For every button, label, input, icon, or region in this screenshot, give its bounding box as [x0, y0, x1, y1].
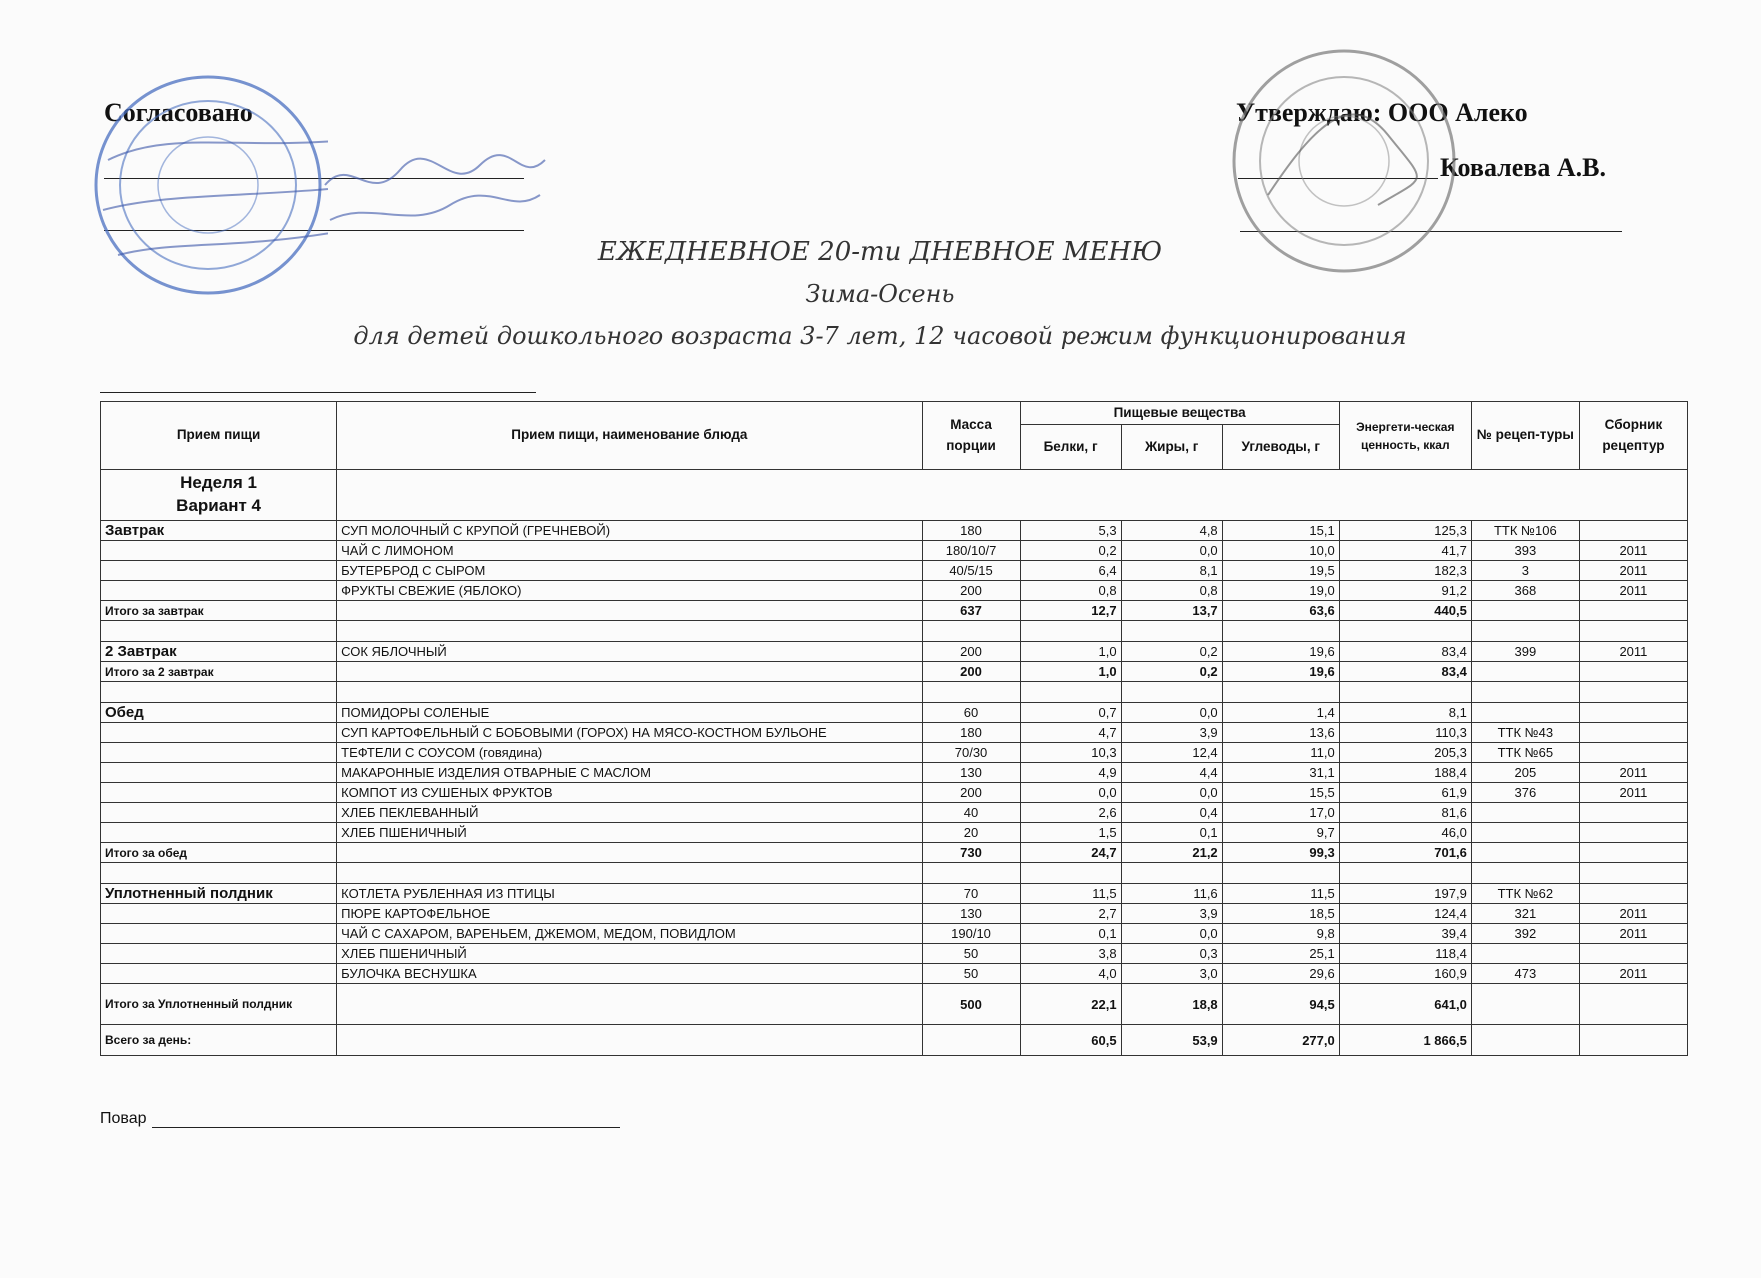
cell-c: 19,0: [1222, 581, 1339, 601]
cell-c: 25,1: [1222, 944, 1339, 964]
cell-c: 9,7: [1222, 823, 1339, 843]
cell-dish: КОТЛЕТА РУБЛЕННАЯ ИЗ ПТИЦЫ: [337, 884, 922, 904]
cell-mass: 200: [922, 642, 1020, 662]
cell-c: 31,1: [1222, 763, 1339, 783]
col-header-meal: Прием пищи: [101, 402, 337, 470]
cell-e: 205,3: [1339, 743, 1471, 763]
cell-mass: 60: [922, 703, 1020, 723]
cell-mass: 200: [922, 783, 1020, 803]
cell-s: [1579, 743, 1687, 763]
cell-p: 24,7: [1020, 843, 1121, 863]
spacer-cell: [1222, 682, 1339, 703]
cell-r: 376: [1471, 783, 1579, 803]
cell-dish: [337, 843, 922, 863]
cell-e: 41,7: [1339, 541, 1471, 561]
cell-s: [1579, 843, 1687, 863]
cell-r: [1471, 843, 1579, 863]
cell-dish: ХЛЕБ ПШЕНИЧНЫЙ: [337, 944, 922, 964]
cell-mass: 200: [922, 662, 1020, 682]
table-row: [101, 662, 1688, 682]
spacer-cell: [337, 863, 922, 884]
menu-title: ЕЖЕДНЕВНОЕ 20-ти ДНЕВНОЕ МЕНЮ: [597, 237, 1163, 267]
cell-s: 2011: [1579, 541, 1687, 561]
table-row: [101, 581, 1688, 601]
cell-f: 0,0: [1121, 783, 1222, 803]
cell-f: 18,8: [1121, 984, 1222, 1025]
table-row: [101, 743, 1688, 763]
cell-mass: 637: [922, 601, 1020, 621]
spacer-cell: [1020, 621, 1121, 642]
variant-label: Вариант 4: [176, 496, 261, 515]
table-row: [101, 1025, 1688, 1056]
cell-e: 182,3: [1339, 561, 1471, 581]
cell-e: 91,2: [1339, 581, 1471, 601]
spacer-cell: [101, 682, 337, 703]
spacer-cell: [1471, 682, 1579, 703]
cell-p: 1,0: [1020, 642, 1121, 662]
cell-meal: [101, 743, 337, 763]
col-header-recipe-no: № рецеп-туры: [1471, 402, 1579, 470]
cell-dish: СОК ЯБЛОЧНЫЙ: [337, 642, 922, 662]
cell-c: 15,5: [1222, 783, 1339, 803]
cell-s: [1579, 703, 1687, 723]
cell-meal: [101, 924, 337, 944]
spacer-cell: [1222, 863, 1339, 884]
cell-dish: [337, 984, 922, 1025]
table-row: [101, 964, 1688, 984]
spacer-cell: [337, 682, 922, 703]
cell-mass: 40/5/15: [922, 561, 1020, 581]
cell-p: 5,3: [1020, 521, 1121, 541]
table-row: [101, 541, 1688, 561]
spacer-cell: [1020, 863, 1121, 884]
cell-r: [1471, 803, 1579, 823]
cell-f: 12,4: [1121, 743, 1222, 763]
cell-c: 29,6: [1222, 964, 1339, 984]
cell-meal: Завтрак: [101, 521, 337, 541]
cell-f: 0,3: [1121, 944, 1222, 964]
cell-dish: БУЛОЧКА ВЕСНУШКА: [337, 964, 922, 984]
col-header-protein: Белки, г: [1020, 425, 1121, 470]
col-header-dish: Прием пищи, наименование блюда: [337, 402, 922, 470]
cell-e: 39,4: [1339, 924, 1471, 944]
cell-r: 368: [1471, 581, 1579, 601]
cell-meal: Итого за Уплотненный полдник: [101, 984, 337, 1025]
cell-f: 0,2: [1121, 662, 1222, 682]
cell-f: 3,0: [1121, 964, 1222, 984]
menu-table: [100, 401, 1688, 1056]
cell-mass: 190/10: [922, 924, 1020, 944]
cell-meal: Итого за 2 завтрак: [101, 662, 337, 682]
cell-r: [1471, 823, 1579, 843]
cook-signature: [100, 1110, 147, 1128]
cell-meal: [101, 823, 337, 843]
cell-mass: 180: [922, 723, 1020, 743]
cell-r: ТТК №106: [1471, 521, 1579, 541]
table-row: [101, 601, 1688, 621]
cell-e: 197,9: [1339, 884, 1471, 904]
cell-p: 60,5: [1020, 1025, 1121, 1056]
cell-r: 3: [1471, 561, 1579, 581]
cell-e: 125,3: [1339, 521, 1471, 541]
table-row: [101, 803, 1688, 823]
spacer-cell: [1471, 621, 1579, 642]
cell-f: 3,9: [1121, 904, 1222, 924]
cell-s: [1579, 723, 1687, 743]
cell-p: 0,2: [1020, 541, 1121, 561]
table-row: [101, 723, 1688, 743]
cell-e: 81,6: [1339, 803, 1471, 823]
cell-c: 99,3: [1222, 843, 1339, 863]
cell-r: [1471, 944, 1579, 964]
cell-p: 0,8: [1020, 581, 1121, 601]
cell-meal: [101, 964, 337, 984]
cell-c: 9,8: [1222, 924, 1339, 944]
cell-dish: [337, 662, 922, 682]
cell-f: 4,4: [1121, 763, 1222, 783]
cell-mass: 200: [922, 581, 1020, 601]
cell-mass: 50: [922, 964, 1020, 984]
cell-e: 160,9: [1339, 964, 1471, 984]
spacer-cell: [1579, 621, 1687, 642]
cell-f: 3,9: [1121, 723, 1222, 743]
cell-p: 2,6: [1020, 803, 1121, 823]
cell-r: 392: [1471, 924, 1579, 944]
table-row: [101, 703, 1688, 723]
cell-f: 0,8: [1121, 581, 1222, 601]
cell-s: [1579, 984, 1687, 1025]
cell-meal: Уплотненный полдник: [101, 884, 337, 904]
cell-meal: [101, 944, 337, 964]
cell-r: ТТК №43: [1471, 723, 1579, 743]
cell-e: 46,0: [1339, 823, 1471, 843]
cell-s: 2011: [1579, 924, 1687, 944]
season-subtitle: Зима-Осень: [805, 280, 955, 308]
cell-f: 0,0: [1121, 924, 1222, 944]
spacer-cell: [1121, 621, 1222, 642]
cell-mass: 500: [922, 984, 1020, 1025]
cell-meal: Итого за обед: [101, 843, 337, 863]
cell-c: 15,1: [1222, 521, 1339, 541]
col-header-nutrients: Пищевые вещества: [1020, 402, 1339, 425]
cell-r: 321: [1471, 904, 1579, 924]
spacer-row: [101, 863, 1688, 884]
spacer-cell: [1121, 863, 1222, 884]
cell-s: [1579, 884, 1687, 904]
cell-mass: 180/10/7: [922, 541, 1020, 561]
cell-dish: КОМПОТ ИЗ СУШЕНЫХ ФРУКТОВ: [337, 783, 922, 803]
cell-e: 118,4: [1339, 944, 1471, 964]
cell-p: 22,1: [1020, 984, 1121, 1025]
col-header-mass: Масса порции: [922, 402, 1020, 470]
table-row: [101, 763, 1688, 783]
week-row: [101, 470, 1688, 521]
table-row: [101, 521, 1688, 541]
agreed-label: Согласовано: [104, 98, 253, 127]
cell-p: 6,4: [1020, 561, 1121, 581]
cell-c: 277,0: [1222, 1025, 1339, 1056]
table-row: [101, 642, 1688, 662]
cell-mass: 730: [922, 843, 1020, 863]
cell-dish: ХЛЕБ ПШЕНИЧНЫЙ: [337, 823, 922, 843]
cell-p: 1,0: [1020, 662, 1121, 682]
cook-label: Повар: [100, 1110, 147, 1127]
cell-s: [1579, 944, 1687, 964]
audience-subtitle: для детей дошкольного возраста 3-7 лет, 12 часовой режим функционирования: [353, 322, 1407, 350]
cell-mass: [922, 1025, 1020, 1056]
cell-dish: ТЕФТЕЛИ С СОУСОМ (говядина): [337, 743, 922, 763]
cell-f: 0,2: [1121, 642, 1222, 662]
cell-c: 13,6: [1222, 723, 1339, 743]
cell-e: 83,4: [1339, 642, 1471, 662]
spacer-cell: [1339, 621, 1471, 642]
cell-f: 0,4: [1121, 803, 1222, 823]
table-row: [101, 783, 1688, 803]
cell-r: 399: [1471, 642, 1579, 662]
cell-p: 0,1: [1020, 924, 1121, 944]
cell-r: [1471, 601, 1579, 621]
cell-mass: 40: [922, 803, 1020, 823]
cell-s: [1579, 803, 1687, 823]
cell-c: 11,0: [1222, 743, 1339, 763]
col-header-collection: Сборник рецептур: [1579, 402, 1687, 470]
cell-f: 13,7: [1121, 601, 1222, 621]
cell-f: 8,1: [1121, 561, 1222, 581]
cell-r: [1471, 703, 1579, 723]
cell-meal: [101, 561, 337, 581]
spacer-cell: [1339, 863, 1471, 884]
table-row: [101, 843, 1688, 863]
spacer-cell: [1121, 682, 1222, 703]
table-row: [101, 944, 1688, 964]
cell-e: 188,4: [1339, 763, 1471, 783]
week-label: Неделя 1: [180, 473, 257, 493]
cell-meal: Всего за день:: [101, 1025, 337, 1056]
col-header-fat: Жиры, г: [1121, 425, 1222, 470]
divider-line: [100, 392, 536, 393]
cell-p: 2,7: [1020, 904, 1121, 924]
col-header-energy: Энергети-ческая ценность, ккал: [1339, 402, 1471, 470]
spacer-cell: [922, 682, 1020, 703]
table-row: [101, 884, 1688, 904]
cell-e: 61,9: [1339, 783, 1471, 803]
cell-r: ТТК №65: [1471, 743, 1579, 763]
cell-s: [1579, 662, 1687, 682]
spacer-cell: [1471, 863, 1579, 884]
cell-s: 2011: [1579, 904, 1687, 924]
cell-s: 2011: [1579, 964, 1687, 984]
cell-c: 94,5: [1222, 984, 1339, 1025]
cell-s: 2011: [1579, 763, 1687, 783]
cell-dish: ФРУКТЫ СВЕЖИЕ (ЯБЛОКО): [337, 581, 922, 601]
cell-dish: [337, 601, 922, 621]
cell-f: 0,0: [1121, 703, 1222, 723]
table-row: [101, 823, 1688, 843]
cell-mass: 70: [922, 884, 1020, 904]
cell-p: 4,9: [1020, 763, 1121, 783]
cell-c: 19,6: [1222, 642, 1339, 662]
cell-mass: 130: [922, 904, 1020, 924]
spacer-cell: [1579, 682, 1687, 703]
cook-signature-line: [152, 1127, 620, 1128]
cell-mass: 70/30: [922, 743, 1020, 763]
cell-e: 440,5: [1339, 601, 1471, 621]
cell-e: 1 866,5: [1339, 1025, 1471, 1056]
cell-meal: [101, 904, 337, 924]
cell-f: 21,2: [1121, 843, 1222, 863]
cell-dish: СУП КАРТОФЕЛЬНЫЙ С БОБОВЫМИ (ГОРОХ) НА МЯСО-КОСТНОМ БУЛЬОНЕ: [337, 723, 922, 743]
cell-dish: ЧАЙ С САХАРОМ, ВАРЕНЬЕМ, ДЖЕМОМ, МЕДОМ, ПОВИДЛОМ: [337, 924, 922, 944]
cell-r: [1471, 1025, 1579, 1056]
cell-meal: [101, 783, 337, 803]
cell-dish: СУП МОЛОЧНЫЙ С КРУПОЙ (ГРЕЧНЕВОЙ): [337, 521, 922, 541]
cell-r: [1471, 662, 1579, 682]
spacer-cell: [1222, 621, 1339, 642]
cell-s: 2011: [1579, 561, 1687, 581]
spacer-cell: [1020, 682, 1121, 703]
week-row-empty: [337, 470, 1688, 521]
cell-mass: 180: [922, 521, 1020, 541]
spacer-cell: [101, 863, 337, 884]
cell-e: 124,4: [1339, 904, 1471, 924]
spacer-cell: [922, 621, 1020, 642]
approver-name: Ковалева А.В.: [1440, 153, 1606, 182]
cell-s: 2011: [1579, 783, 1687, 803]
cell-r: 205: [1471, 763, 1579, 783]
cell-meal: [101, 763, 337, 783]
cell-r: 473: [1471, 964, 1579, 984]
approved-label: Утверждаю: ООО Алеко: [1236, 98, 1528, 127]
cell-meal: [101, 803, 337, 823]
cell-s: [1579, 521, 1687, 541]
cell-dish: ЧАЙ С ЛИМОНОМ: [337, 541, 922, 561]
table-row: [101, 561, 1688, 581]
spacer-row: [101, 621, 1688, 642]
cell-s: 2011: [1579, 581, 1687, 601]
cell-p: 4,7: [1020, 723, 1121, 743]
week-cell: [101, 470, 337, 521]
cell-p: 10,3: [1020, 743, 1121, 763]
cell-f: 0,0: [1121, 541, 1222, 561]
cell-dish: [337, 1025, 922, 1056]
cell-f: 0,1: [1121, 823, 1222, 843]
cell-dish: ПОМИДОРЫ СОЛЕНЫЕ: [337, 703, 922, 723]
cell-e: 83,4: [1339, 662, 1471, 682]
table-row: [101, 924, 1688, 944]
cell-f: 53,9: [1121, 1025, 1222, 1056]
cell-meal: [101, 541, 337, 561]
cell-r: 393: [1471, 541, 1579, 561]
cell-mass: 20: [922, 823, 1020, 843]
cell-e: 641,0: [1339, 984, 1471, 1025]
cell-f: 4,8: [1121, 521, 1222, 541]
cell-p: 0,0: [1020, 783, 1121, 803]
cell-p: 4,0: [1020, 964, 1121, 984]
col-header-carbs: Углеводы, г: [1222, 425, 1339, 470]
cell-dish: ПЮРЕ КАРТОФЕЛЬНОЕ: [337, 904, 922, 924]
cell-s: 2011: [1579, 642, 1687, 662]
cell-c: 11,5: [1222, 884, 1339, 904]
cell-c: 10,0: [1222, 541, 1339, 561]
cell-mass: 50: [922, 944, 1020, 964]
cell-e: 8,1: [1339, 703, 1471, 723]
cell-e: 110,3: [1339, 723, 1471, 743]
cell-r: ТТК №62: [1471, 884, 1579, 904]
spacer-cell: [101, 621, 337, 642]
cell-p: 3,8: [1020, 944, 1121, 964]
cell-mass: 130: [922, 763, 1020, 783]
cell-c: 1,4: [1222, 703, 1339, 723]
cell-dish: БУТЕРБРОД С СЫРОМ: [337, 561, 922, 581]
cell-p: 0,7: [1020, 703, 1121, 723]
cell-c: 17,0: [1222, 803, 1339, 823]
cell-meal: Обед: [101, 703, 337, 723]
cell-c: 19,5: [1222, 561, 1339, 581]
spacer-cell: [922, 863, 1020, 884]
cell-c: 19,6: [1222, 662, 1339, 682]
cell-meal: [101, 723, 337, 743]
cell-dish: МАКАРОННЫЕ ИЗДЕЛИЯ ОТВАРНЫЕ С МАСЛОМ: [337, 763, 922, 783]
cell-e: 701,6: [1339, 843, 1471, 863]
cell-dish: ХЛЕБ ПЕКЛЕВАННЫЙ: [337, 803, 922, 823]
spacer-cell: [1339, 682, 1471, 703]
cell-c: 18,5: [1222, 904, 1339, 924]
cell-p: 11,5: [1020, 884, 1121, 904]
cell-meal: Итого за завтрак: [101, 601, 337, 621]
cell-meal: 2 Завтрак: [101, 642, 337, 662]
cell-meal: [101, 581, 337, 601]
table-row: [101, 984, 1688, 1025]
handwriting-signature-left: [320, 135, 550, 235]
cell-r: [1471, 984, 1579, 1025]
cell-p: 12,7: [1020, 601, 1121, 621]
cell-c: 63,6: [1222, 601, 1339, 621]
cell-f: 11,6: [1121, 884, 1222, 904]
cell-p: 1,5: [1020, 823, 1121, 843]
cell-s: [1579, 1025, 1687, 1056]
cell-s: [1579, 823, 1687, 843]
table-row: [101, 904, 1688, 924]
spacer-cell: [337, 621, 922, 642]
cell-s: [1579, 601, 1687, 621]
spacer-cell: [1579, 863, 1687, 884]
spacer-row: [101, 682, 1688, 703]
